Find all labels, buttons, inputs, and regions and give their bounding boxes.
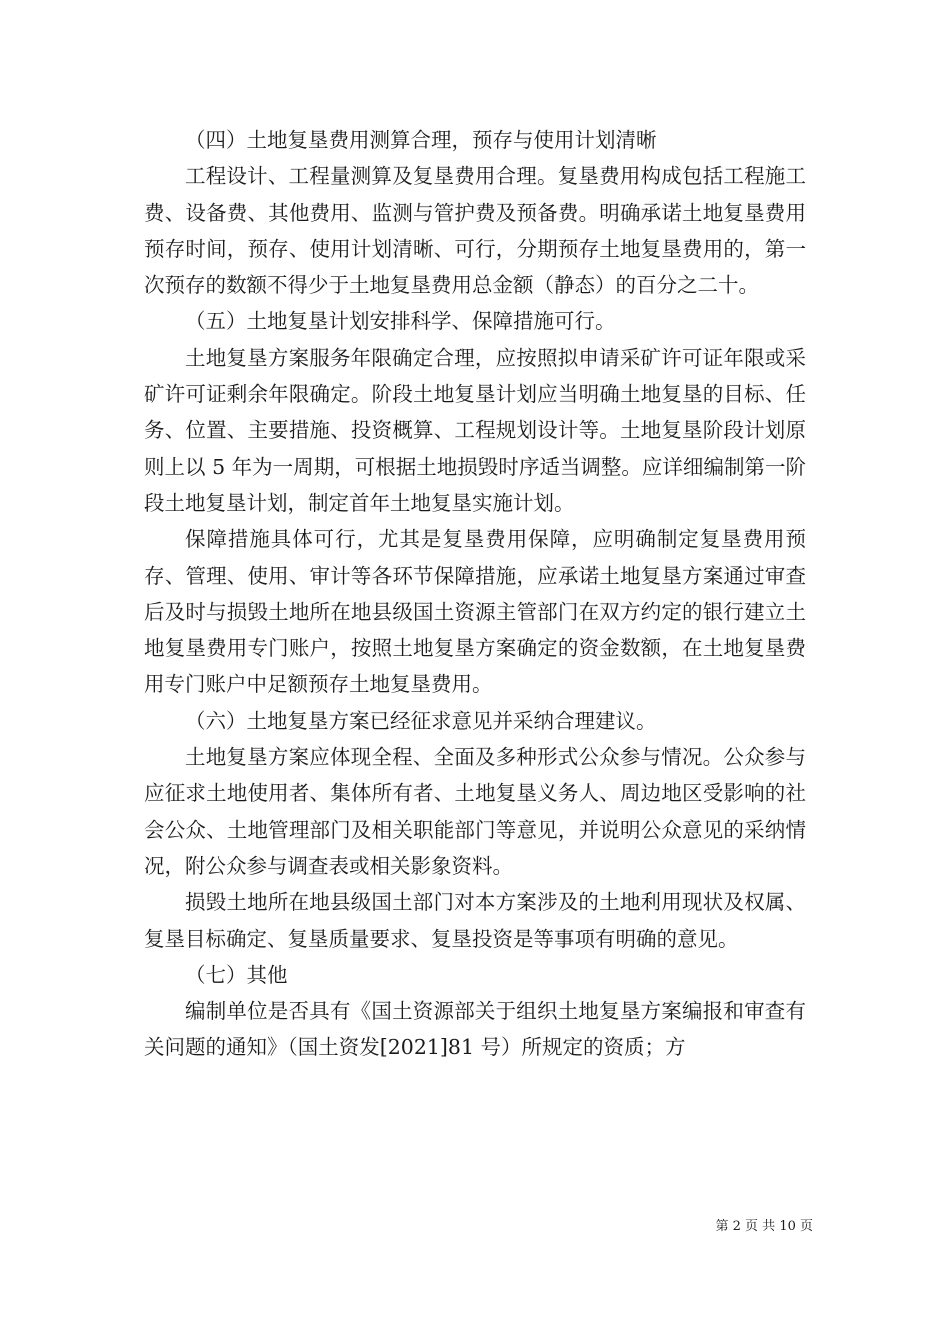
body-paragraph: 损毁土地所在地县级国土部门对本方案涉及的土地利用现状及权属、复垦目标确定、复垦质量要求、复垦投资是等事项有明确的意见。 (144, 890, 806, 951)
section-heading-7: （七）其他 (185, 962, 288, 987)
page-number-footer: 第 2 页 共 10 页 (715, 1219, 813, 1234)
body-paragraph: 土地复垦方案服务年限确定合理，应按照拟申请采矿许可证年限或采矿许可证剩余年限确定。阶段土地复垦计划应当明确土地复垦的目标、任务、位置、主要措施、投资概算、工程规划设计等。土地复垦阶段计划原则上以 5 年为一周期，可根据土地损毁时序适当调整。应详细编制第一阶段土地复垦计划，制定首年土地复垦实施计划。 (144, 345, 806, 515)
section-heading-6: （六）土地复垦方案已经征求意见并采纳合理建议。 (185, 708, 657, 733)
section-heading-5: （五）土地复垦计划安排科学、保障措施可行。 (185, 309, 616, 334)
document-body (144, 122, 806, 1066)
body-paragraph: 土地复垦方案应体现全程、全面及多种形式公众参与情况。公众参与应征求土地使用者、集体所有者、土地复垦义务人、周边地区受影响的社会公众、土地管理部门及相关职能部门等意见，并说明公众意见的采纳情况，附公众参与调查表或相关影象资料。 (144, 745, 806, 878)
section-heading-4: （四）土地复垦费用测算合理，预存与使用计划清晰 (185, 128, 657, 152)
body-paragraph: 工程设计、工程量测算及复垦费用合理。复垦费用构成包括工程施工费、设备费、其他费用、监测与管护费及预备费。明确承诺土地复垦费用预存时间，预存、使用计划清晰、可行，分期预存土地复垦费用的，第一次预存的数额不得少于土地复垦费用总金额（静态）的百分之二十。 (144, 164, 806, 298)
body-paragraph: 保障措施具体可行，尤其是复垦费用保障，应明确制定复垦费用预存、管理、使用、审计等各环节保障措施，应承诺土地复垦方案通过审查后及时与损毁土地所在地县级国土资源主管部门在双方约定的银行建立土地复垦费用专门账户，按照土地复垦方案确定的资金数额，在土地复垦费用专门账户中足额预存土地复垦费用。 (144, 527, 806, 697)
body-paragraph: 编制单位是否具有《国土资源部关于组织土地复垦方案编报和审查有关问题的通知》（国土资发[2021]81 号）所规定的资质；方 (144, 999, 806, 1060)
